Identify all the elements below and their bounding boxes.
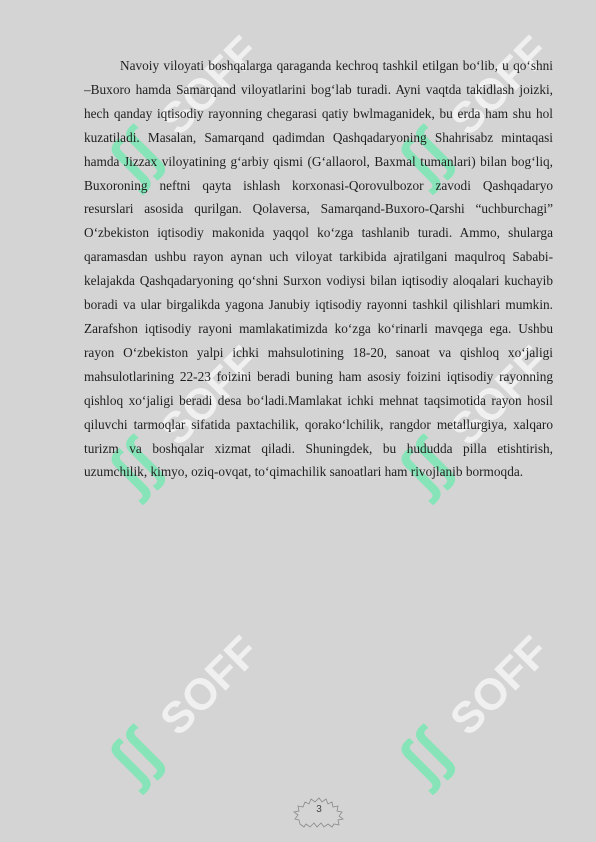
body-paragraph: Navoiy viloyati boshqalarga qaraganda kechroq tashkil etilgan bo‘lib, u qo‘shni –Buxoro hamda Samarqand viloyatlarini bog‘lab turadi. Ayni vaqtda takidlash joizki, hech qanday iqtisodiy rayonning chegarasi qatiy bwlmaganidek, bu erda ham shu hol kuzatiladi. Masalan, Samarqand qadimdan Qashqadaryoning Shahrisabz mintaqasi hamda Jizzax viloyatining g‘arbiy qismi (G‘allaorol, Baxmal tumanlari) bilan bog‘liq, Buxoroning neftni qayta ishlash korxonasi-Qorovulbozor zavodi Qashqadaryo resurslari asosida qurilgan. Qolaversa, Samarqand-Buxoro-Qarshi “uchburchagi” O‘zbekiston iqtisodiy makonida yaqqol ko‘zga tashlanib turadi. Ammo, shularga qaramasdan ushbu rayon aynan uch viloyat tarkibida ajratilgani maqulroq Sababi-kelajakda Qashqadaryoning qo‘shni Surxon vodiysi bilan iqtisodiy aloqalari kuchayib boradi va ular birgalikda yagona Janubiy iqtisodiy rayonni tashkil qilishlari mumkin. Zarafshon iqtisodiy rayoni mamlakatimizda ko‘zga ko‘rinarli mavqega ega. Ushbu rayon O‘zbekiston yalpi ichki mahsulotining 18-20, sanoat va qishloq xo‘jaligi mahsulotlarining 22-23 foizini beradi buning ham asosiy foizini iqtisodiy rayonning qishloq xo‘jaligi beradi desa bo‘ladi.Mamlakat ichki mehnat taqsimotida rayon hosil qiluvchi tarmoqlar sifatida paxtachilik, qorako‘lchilik, rangdor metallurgiya, xalqaro turizm va boshqalar xizmat qiladi. Shuningdek, bu hududda pilla etishtirish, uzumchilik, kimyo, oziq-ovqat, to‘qimachilik sanoatlari ham rivojlanib bormoqda. — [84, 58, 553, 480]
svg-text:ʃʃ: ʃʃ — [95, 117, 174, 196]
watermark-logo — [60, 630, 290, 810]
svg-text:ʃʃ: ʃʃ — [95, 717, 174, 796]
watermark-text: SOFF — [440, 630, 559, 745]
watermark-logo — [350, 630, 580, 810]
svg-text:ʃʃ: ʃʃ — [95, 427, 174, 506]
page-number: 3 — [316, 804, 322, 815]
svg-text:ʃʃ: ʃʃ — [385, 117, 464, 196]
watermark-text: SOFF — [440, 30, 559, 145]
svg-text:ʃʃ: ʃʃ — [385, 427, 464, 506]
watermark-text: SOFF — [150, 30, 269, 145]
page-number-badge — [293, 796, 345, 828]
watermark-text: SOFF — [150, 630, 269, 745]
watermark-text: SOFF — [440, 340, 559, 455]
watermark-text: SOFF — [150, 340, 269, 455]
svg-text:ʃʃ: ʃʃ — [385, 717, 464, 796]
